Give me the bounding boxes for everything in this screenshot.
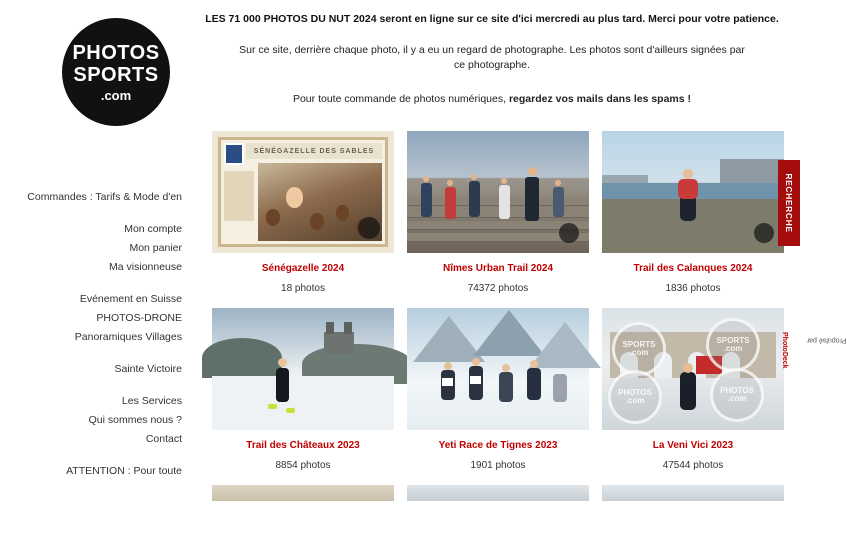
race-bib	[442, 378, 453, 386]
runner-head	[423, 176, 429, 182]
thumb-art	[407, 485, 589, 501]
gallery-count-senegazelle: 18 photos	[281, 283, 325, 294]
sidebar-divider-3	[0, 347, 182, 360]
watermark-line-2: .com	[629, 348, 649, 357]
castle-tower	[344, 322, 352, 334]
gallery-count-yeti-race-tignes: 1901 photos	[470, 460, 526, 471]
watermark-line-2: .com	[727, 394, 747, 403]
thumbnail-yeti-race-tignes[interactable]	[407, 308, 589, 430]
gallery-title-senegazelle[interactable]: Sénégazelle 2024	[261, 263, 345, 274]
runner-figure	[553, 187, 564, 217]
gallery-cell-trail-des-chateaux[interactable]	[212, 308, 394, 485]
logo-line-1: PHOTOS	[72, 41, 160, 64]
sidebar-item-photos-drone[interactable]: PHOTOS-DRONE	[96, 312, 182, 324]
sidebar-divider-4	[0, 379, 182, 392]
castle	[324, 332, 354, 354]
runner-figure	[469, 181, 480, 217]
runner-figure	[680, 372, 696, 410]
watermark-line-2: .com	[625, 396, 645, 405]
running-shoe	[268, 404, 277, 409]
thumbnail-partial-3[interactable]	[602, 485, 784, 501]
gallery-count-la-veni-vici: 47544 photos	[662, 460, 724, 471]
runner-figure-foreground	[525, 177, 539, 221]
recherche-tab-label: RECHERCHE	[784, 173, 794, 233]
runner-figure	[445, 187, 456, 219]
gallery-count-trail-des-calanques: 1836 photos	[665, 283, 721, 294]
thumb-art	[602, 308, 784, 430]
gallery-cell-trail-des-calanques[interactable]	[602, 131, 784, 308]
gallery-count-trail-des-chateaux: 8854 photos	[275, 460, 331, 471]
notice-order-prefix: Pour toute commande de photos numériques,	[292, 93, 509, 106]
thumb-art	[212, 308, 394, 430]
gallery-row-partial	[212, 485, 784, 501]
castle-tower	[326, 322, 334, 334]
runner-head	[683, 363, 693, 373]
sidebar-nav	[0, 188, 190, 481]
runner-figure	[421, 183, 432, 217]
sidebar-item-sainte-victoire[interactable]: Sainte Victoire	[114, 363, 182, 375]
racer-figure	[553, 374, 567, 402]
gallery-count-nimes-urban-trail: 74372 photos	[467, 283, 529, 294]
portrait-face-main	[286, 187, 303, 208]
gallery-title-trail-des-chateaux[interactable]: Trail des Châteaux 2023	[246, 440, 360, 451]
watermark-line-2: .com	[723, 344, 743, 353]
header-notices	[200, 12, 784, 108]
sidebar-divider-2	[0, 277, 182, 290]
gallery-cell-senegazelle[interactable]	[212, 131, 394, 308]
sidebar-item-mon-compte[interactable]: Mon compte	[124, 223, 182, 235]
racer-head	[444, 362, 452, 370]
running-shoe	[286, 408, 295, 413]
notice-order-emphasis: regardez vos mails dans les spams !	[508, 93, 692, 106]
racer-head	[502, 364, 510, 372]
portrait-child-3	[336, 205, 349, 221]
gallery-title-nimes-urban-trail[interactable]: Nîmes Urban Trail 2024	[442, 263, 554, 274]
sidebar-item-qui-sommes-nous[interactable]: Qui sommes nous ?	[88, 414, 182, 426]
site-logo[interactable]	[62, 18, 170, 126]
sidebar-group-attention	[0, 462, 182, 481]
photographer-badge	[358, 217, 380, 239]
sidebar-item-ma-visionneuse[interactable]: Ma visionneuse	[109, 261, 182, 273]
watermark-line-1: SPORTS	[622, 339, 656, 349]
sidebar-group-sainte-victoire	[0, 360, 182, 379]
sidebar-divider-5	[0, 449, 182, 462]
thumb-art	[407, 131, 589, 253]
gallery-cell-nimes-urban-trail[interactable]	[407, 131, 589, 308]
racer-figure	[527, 368, 541, 400]
gallery-title-trail-des-calanques[interactable]: Trail des Calanques 2024	[633, 263, 753, 274]
watermark-badge	[612, 322, 666, 376]
runner-head	[501, 178, 507, 184]
racer-head	[530, 360, 538, 368]
portrait-child-1	[266, 209, 280, 226]
thumb-art	[212, 131, 394, 253]
watermark-badge	[608, 370, 662, 424]
powered-by-brand: PhotoDeck	[781, 332, 788, 369]
powered-by-credit	[780, 332, 847, 394]
mountain-peak	[529, 322, 601, 368]
racer-head	[472, 358, 480, 366]
thumbnail-senegazelle[interactable]	[212, 131, 394, 253]
logo-line-3: .com	[100, 87, 132, 103]
thumb-art	[212, 485, 394, 501]
gallery-cell-la-veni-vici[interactable]	[602, 308, 784, 485]
sidebar-item-contact[interactable]: Contact	[145, 433, 182, 445]
hill	[202, 338, 282, 378]
watermark-line-3: PHOTOS	[720, 385, 754, 395]
watermark-badge	[710, 368, 764, 422]
notice-order-spam	[200, 92, 784, 108]
sidebar-item-evenement-suisse[interactable]: Evénement en Suisse	[79, 293, 182, 305]
gallery-title-la-veni-vici[interactable]: La Veni Vici 2023	[652, 440, 734, 451]
runner-figure	[276, 368, 289, 402]
gallery-title-yeti-race-tignes[interactable]: Yeti Race de Tignes 2023	[438, 440, 558, 451]
powered-by-prefix: Propulsé par	[806, 336, 847, 344]
runner-head	[555, 180, 561, 186]
notice-photographer: Sur ce site, derrière chaque photo, il y a eu un regard de photographe. Les photos sont d'ailleurs signées par ce photographe.	[239, 43, 745, 72]
thumbnail-trail-des-chateaux[interactable]	[212, 308, 394, 430]
sidebar-group-commandes	[0, 188, 182, 207]
logo-line-2: SPORTS	[73, 63, 159, 86]
sidebar-divider-1	[0, 207, 182, 220]
watermark-line-3: PHOTOS	[618, 387, 652, 397]
photographer-badge	[559, 223, 579, 243]
recherche-tab[interactable]	[778, 160, 800, 246]
gallery-row	[212, 131, 784, 308]
watermark-line-1: SPORTS	[716, 335, 750, 345]
thumbnail-la-veni-vici[interactable]	[602, 308, 784, 430]
thumbnail-partial-2[interactable]	[407, 485, 589, 501]
gallery-cell-yeti-race-tignes[interactable]	[407, 308, 589, 485]
thumb-art	[602, 485, 784, 501]
poster-banner-text: SÉNÉGAZELLE DES SABLES	[246, 143, 382, 159]
race-bib	[470, 376, 481, 384]
powered-by-text	[781, 332, 847, 442]
logo-circle	[62, 18, 170, 126]
thumb-art	[407, 308, 589, 430]
sidebar-item-commandes[interactable]: Commandes : Tarifs & Mode d'en	[27, 191, 182, 203]
notice-photo-count: LES 71 000 PHOTOS DU NUT 2024 seront en ligne sur ce site d'ici mercredi au plus tard. Merci pour votre patience.	[205, 13, 779, 25]
runner-head	[683, 169, 693, 179]
sidebar-group-account	[0, 220, 182, 277]
runner-shirt	[678, 179, 698, 199]
watermark-badge	[706, 318, 760, 372]
gallery-grid	[212, 131, 784, 501]
poster-sand-strip	[224, 171, 254, 221]
racer-figure	[499, 372, 513, 402]
sidebar-group-events	[0, 290, 182, 347]
poster-stamp	[224, 143, 244, 165]
thumb-art	[602, 131, 784, 253]
sidebar-item-les-services[interactable]: Les Services	[121, 395, 182, 407]
snow-field	[212, 376, 394, 430]
runner-head	[278, 358, 287, 367]
sidebar-item-panoramiques-villages[interactable]: Panoramiques Villages	[74, 331, 182, 343]
runner-head	[471, 174, 477, 180]
runner-figure	[499, 185, 510, 219]
sidebar-group-info	[0, 392, 182, 449]
gallery-row	[212, 308, 784, 485]
sidebar-item-mon-panier[interactable]: Mon panier	[129, 242, 182, 254]
thumbnail-partial-1[interactable]	[212, 485, 394, 501]
runner-head	[447, 180, 453, 186]
sidebar-item-attention[interactable]: ATTENTION : Pour toute	[66, 465, 182, 477]
thumbnail-trail-des-calanques[interactable]	[602, 131, 784, 253]
thumbnail-nimes-urban-trail[interactable]	[407, 131, 589, 253]
runner-head	[528, 167, 537, 176]
photographer-badge	[754, 223, 774, 243]
portrait-child-2	[310, 213, 324, 230]
